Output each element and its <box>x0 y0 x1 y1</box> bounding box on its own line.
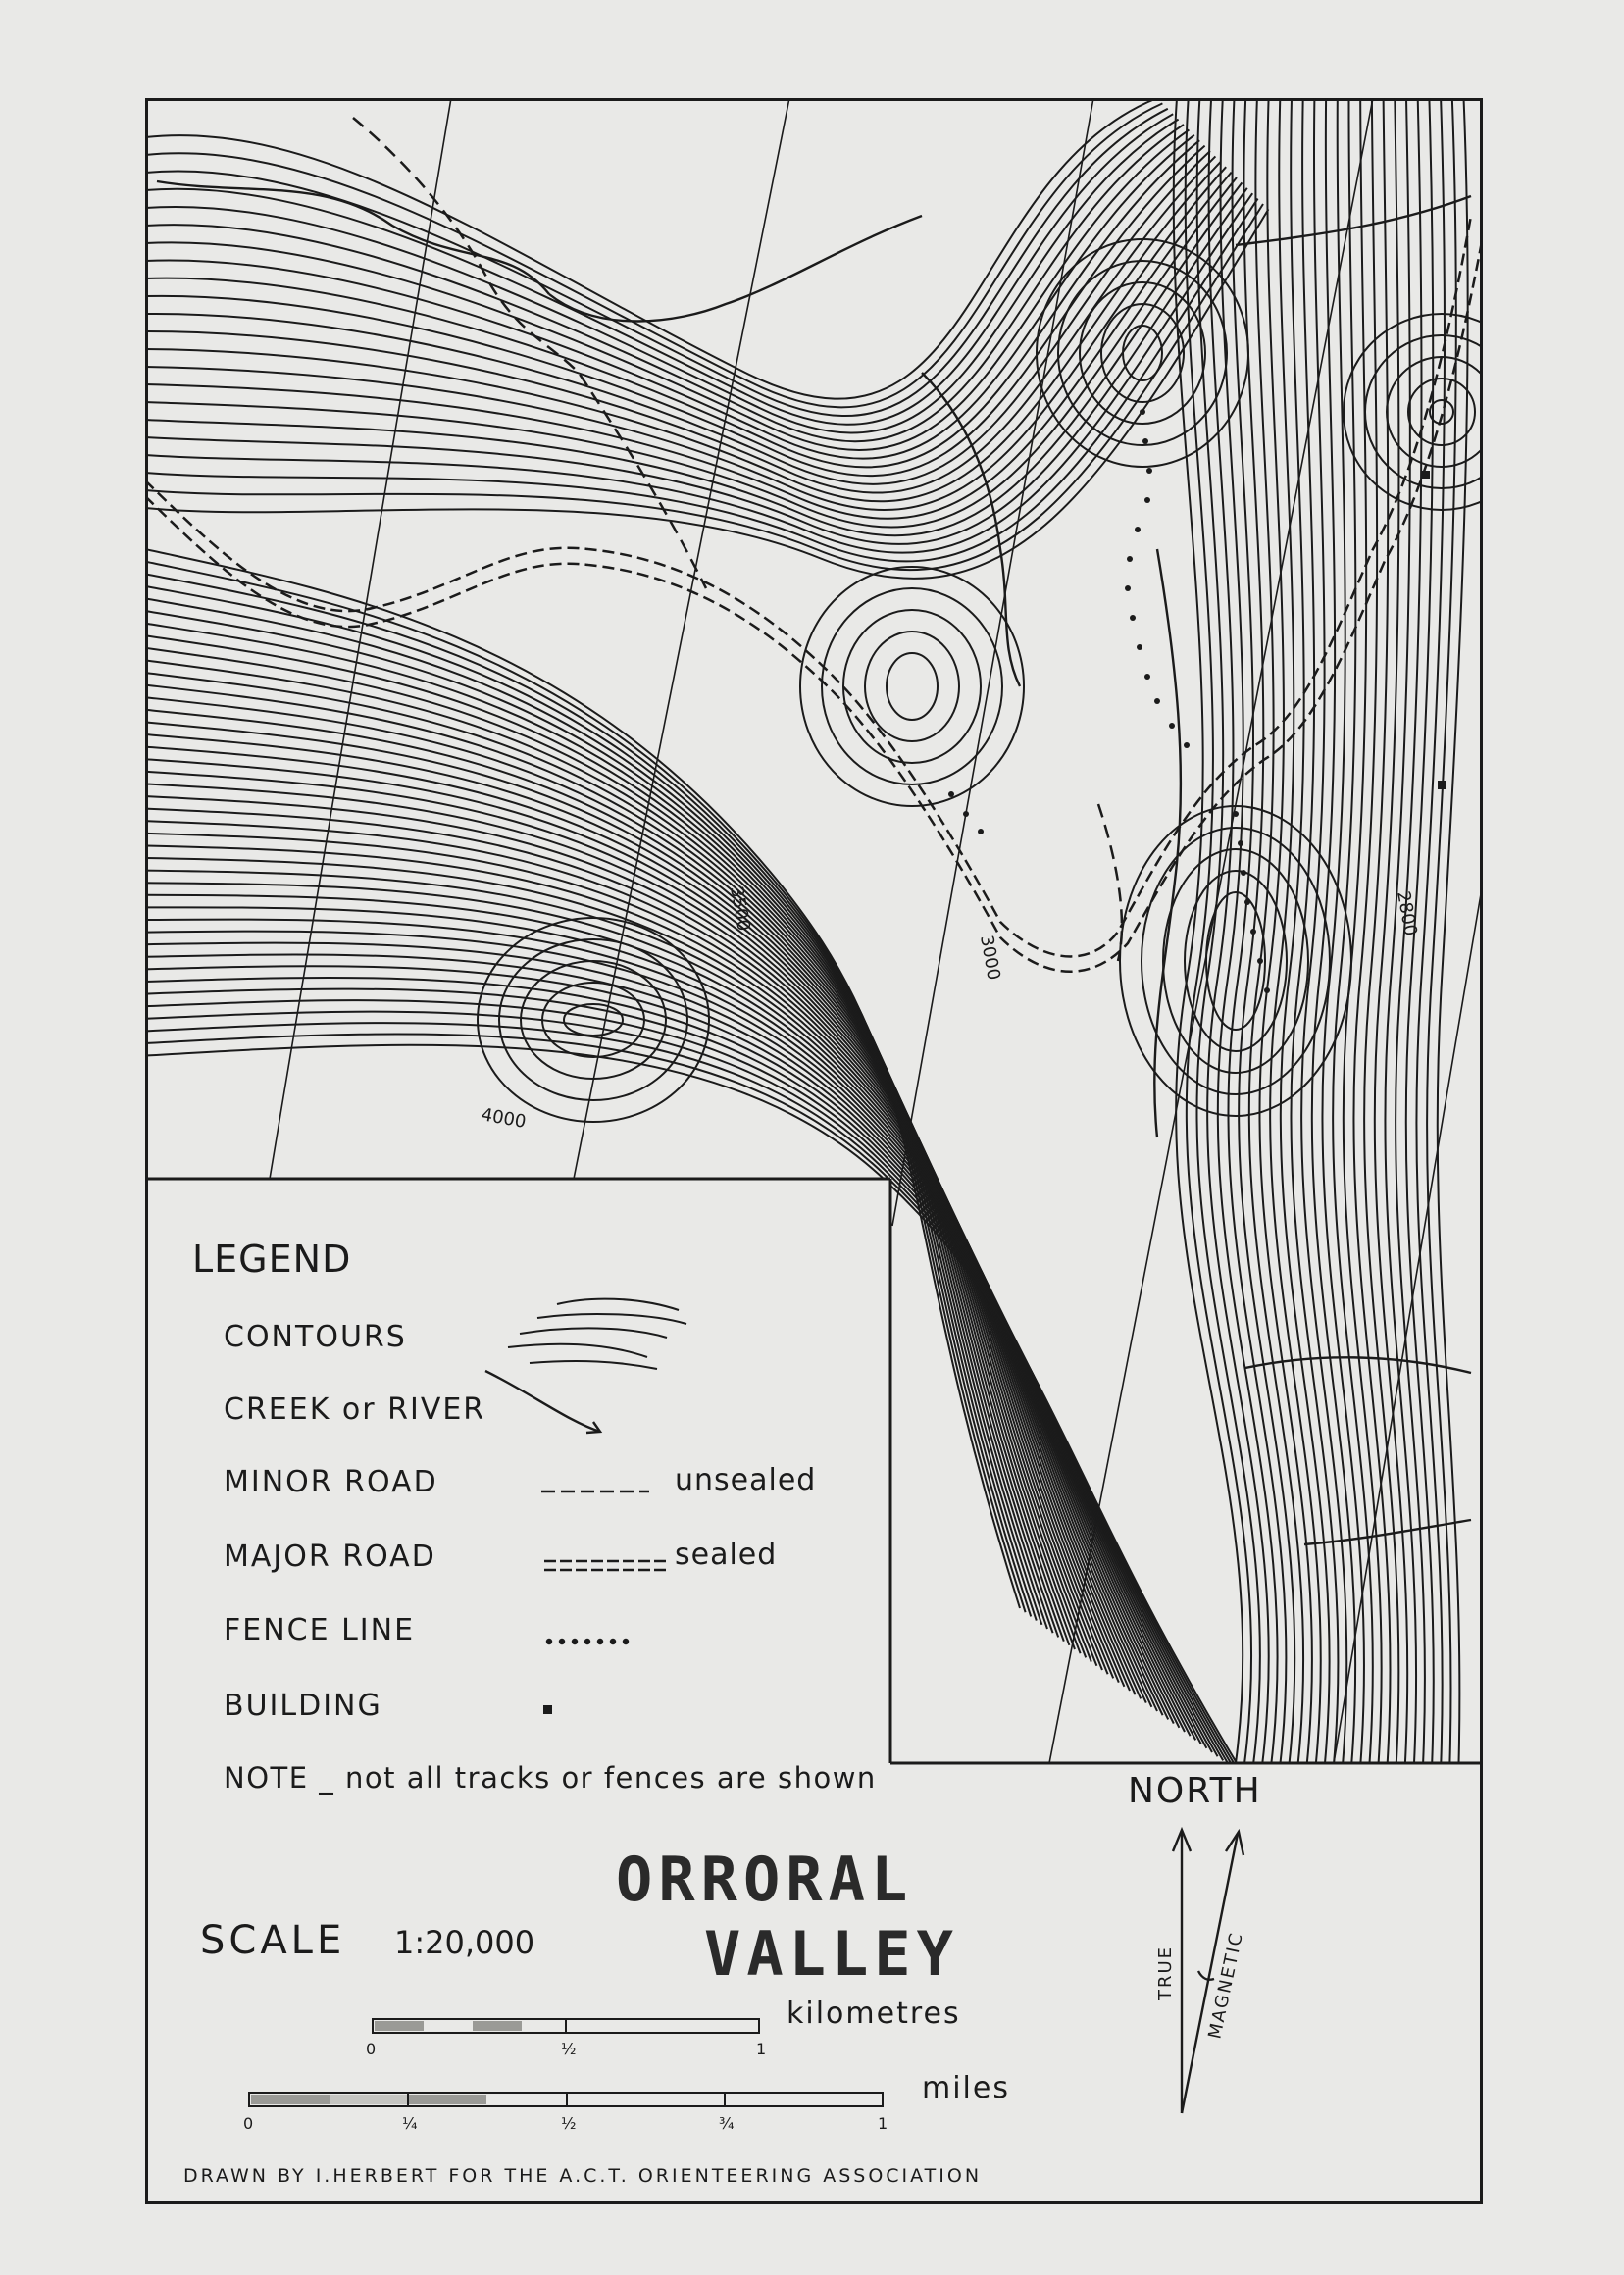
hill-contour <box>1344 314 1540 510</box>
contour-label-4000: 4000 <box>480 1104 528 1133</box>
hill-contour <box>499 939 687 1100</box>
contour-line <box>145 1012 1229 1765</box>
magnetic-north-label: MAGNETIC <box>1204 1929 1248 2042</box>
mile-tick-0: 0 <box>243 2114 254 2133</box>
creek-symbol <box>485 1371 600 1433</box>
hill-contour <box>865 632 959 741</box>
legend-contours-label: CONTOURS <box>224 1320 407 1354</box>
legend-building-label: BUILDING <box>224 1689 382 1723</box>
fence-line-symbol <box>546 1639 629 1644</box>
legend-major-road-note: sealed <box>675 1538 778 1572</box>
legend-major-road-label: MAJOR ROAD <box>224 1540 436 1574</box>
contour-line <box>145 710 1091 1662</box>
contour-line <box>145 895 1174 1724</box>
hill-contour <box>887 653 938 720</box>
scale-label: SCALE <box>200 1918 346 1963</box>
mile-tick-1: 1 <box>878 2114 888 2133</box>
contour-label-3000: 3000 <box>976 934 1004 982</box>
mile-scale-bar <box>249 2093 883 2106</box>
hill-contour <box>822 588 1002 784</box>
contour-line <box>145 722 1096 1665</box>
contour-label-3500: 3500 <box>726 885 754 933</box>
major-road-symbol <box>544 1561 667 1570</box>
contour-line <box>1427 98 1456 1763</box>
contour-line <box>145 162 1221 501</box>
mile-tick-half: ½ <box>561 2114 577 2133</box>
true-north-label: TRUE <box>1155 1945 1176 2000</box>
hill-contour <box>1123 326 1162 380</box>
mile-tick-quarter: ¼ <box>402 2114 418 2133</box>
contour-line <box>145 193 1252 552</box>
grid-lines <box>270 98 1483 1763</box>
km-unit-label: kilometres <box>787 1997 961 2031</box>
legend-title: LEGEND <box>192 1238 352 1281</box>
contour-line <box>1228 98 1286 1763</box>
legend-note: NOTE _ not all tracks or fences are shown <box>224 1761 877 1795</box>
contour-line <box>145 685 1081 1654</box>
contour-lines <box>145 98 1540 1777</box>
km-tick-0: 0 <box>366 2040 377 2058</box>
mile-tick-three-quarter: ¾ <box>719 2114 735 2133</box>
map-title-line2: VALLEY <box>704 1918 959 1990</box>
contour-line <box>1438 98 1468 1763</box>
building-symbol <box>543 1705 552 1714</box>
hill-contour <box>1408 379 1475 445</box>
hill-contour <box>1101 304 1184 402</box>
scale-value: 1:20,000 <box>394 1924 535 1961</box>
contour-line <box>145 167 1226 510</box>
legend-minor-road-label: MINOR ROAD <box>224 1465 438 1499</box>
contour-line <box>145 182 1242 535</box>
hill-contour <box>800 567 1024 806</box>
contour-line <box>145 734 1102 1670</box>
credit-line: DRAWN BY I.HERBERT FOR THE A.C.T. ORIENTEERING ASSOCIATION <box>183 2165 983 2187</box>
km-scale-bar <box>373 2019 759 2033</box>
mile-unit-label: miles <box>922 2071 1010 2105</box>
map-title-line1: ORRORAL <box>616 1844 914 1915</box>
north-label: NORTH <box>1128 1771 1262 1811</box>
contours-symbol <box>508 1299 686 1369</box>
legend-minor-road-note: unsealed <box>675 1463 817 1497</box>
contour-line <box>145 135 1194 459</box>
contour-line <box>145 673 1075 1649</box>
legend-fence-line-label: FENCE LINE <box>224 1613 416 1647</box>
contour-line <box>145 98 1157 399</box>
contour-label-2800: 2800 <box>1393 889 1421 937</box>
legend-creek-label: CREEK or RIVER <box>224 1392 486 1427</box>
km-tick-1: 1 <box>756 2040 767 2058</box>
km-tick-half: ½ <box>561 2040 577 2058</box>
hill-contour <box>1387 357 1497 467</box>
contour-line <box>1186 98 1251 1763</box>
